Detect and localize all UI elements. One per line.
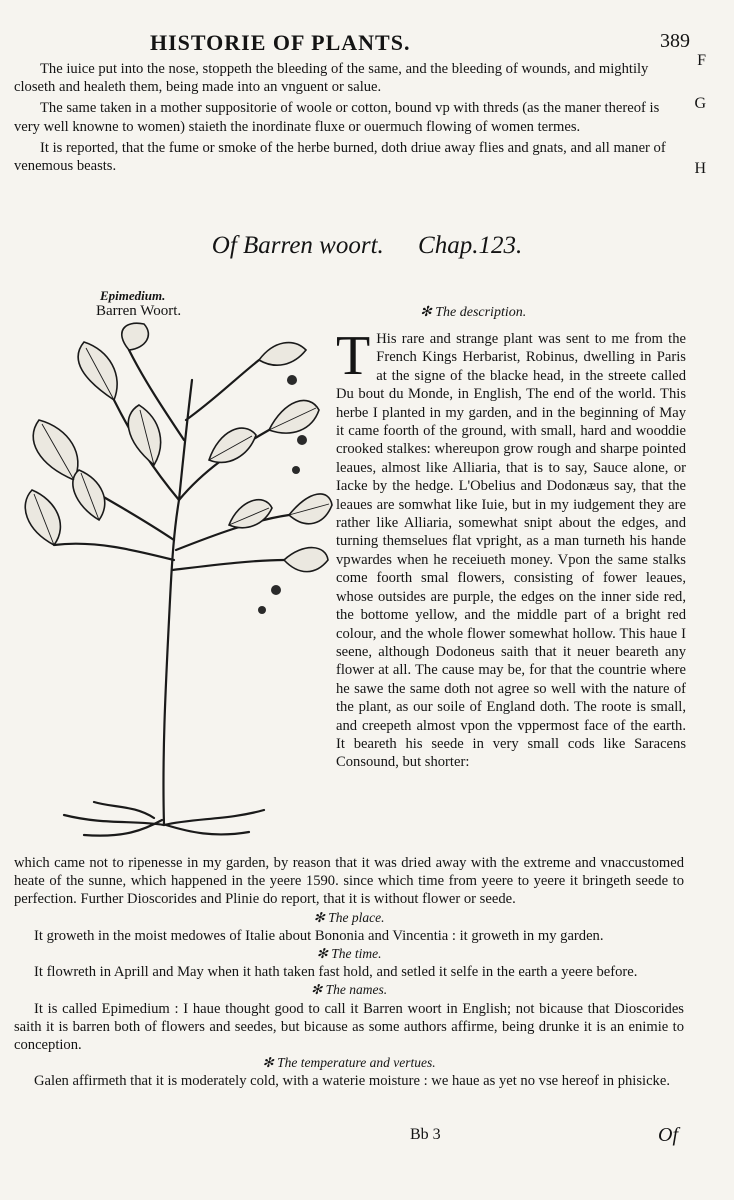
temperature-heading: ✻ The temperature and vertues. [262, 1055, 436, 1071]
place-heading: ✻ The place. [313, 909, 385, 925]
paragraph-suppositorie: The same taken in a mother suppositorie of woole or cotton, bound vp with threds (as the maner thereof is very well knowne to women) staieth the inordinate fluxe or ouermuch flowing of women termes. [14, 100, 660, 135]
page-number: 389 [660, 30, 690, 52]
plant-woodcut-illustration [14, 320, 334, 840]
names-body: It is called Epimedium : I haue thought good to call it Barren woort in English; not bicause that Dioscorides saith it is barren both of flowers and seedes, but bicause as some authors affirme, being drunke it is an enimie to conception. [14, 1000, 684, 1054]
signature-mark: Bb 3 [410, 1126, 441, 1143]
full-width-text [14, 854, 684, 1091]
description-continuation: which came not to ripenesse in my garden, by reason that it was dried away with the extreme and vnaccustomed heate of the sunne, which happened in the yeere 1590. since which time from yeere to yeere it bringeth seede to perfection. Further Dioscorides and Plinie do report, that it is without flower or seede. [14, 855, 684, 908]
running-header [0, 30, 734, 60]
margin-letter-g: G [694, 95, 706, 112]
margin-letter-f: F [697, 52, 706, 69]
paragraph-fume: It is reported, that the fume or smoke of the herbe burned, doth driue away flies and gnats, and all maner of venemous beasts. [14, 139, 666, 175]
names-heading: ✻ The names. [310, 982, 388, 998]
place-body: It groweth in the moist medowes of Italie about Bononia and Vincentia : it groweth in my garden. [34, 927, 604, 944]
chapter-title: Of Barren woort. [211, 232, 384, 259]
description-heading: ✻ The description. [420, 305, 527, 320]
time-body: It flowreth in Aprill and May when it hath taken fast hold, and setled it selfe in the earth a yeere before. [34, 964, 638, 981]
figure-latin-name: Epimedium. [100, 288, 166, 303]
catchword: Of [658, 1124, 678, 1146]
top-paragraphs [14, 60, 688, 178]
description-body: His rare and strange plant was sent to me from the French Kings Herbarist, Robinus, dwelling in Paris at the signe of the blacke head, in the streete called Du bout du Monde, in English, The end of the world. This herbe I planted in my garden, and in the beginning of May it came foorth of the ground, with small, hard and wooddie crooked stalkes: whereupon grow rough and sharpe pointed leaues, almost like Alliaria, that is to say, Sauce alone, or Iacke by the hedge. L'Obelius and Dodonæus say, that the leaues are somwhat like Iuie, but in my iudgement they are rather like Alliaria, somewhat snipt about the edges, and turning themselues flat vpright, as a man turneth his hande vpwardes when he receiueth money. Vpon the same stalks come foorth smal flowers, consisting of fower leaues, whose outsides are purple, the edges on the inner side red, the bottome yellow, and the middle part of a bright red colour, and the whole flower somewhat hollow. This haue I seene, although Dodoneus saith that it neuer beareth any flower at all. The cause may be, for that the countrie where he sawe the same doth not agree so well with the nature of the plant, as our soile of England doth. The roote is small, and creepeth almost vpon the vppermost face of the earth. It beareth his seede in very small cods like Saracens Consound, but shorter: [336, 331, 686, 771]
paragraph-bleeding: The iuice put into the nose, stoppeth the bleeding of the same, and the bleeding of wounds, and mightily closeth and healeth them, being made into an vnguent or salue. [14, 61, 649, 96]
chapter-number: Chap.123. [418, 232, 523, 259]
description-text [336, 325, 686, 772]
temperature-body: Galen affirmeth that it is moderately cold, with a waterie moisture : we haue as yet no vse hereof in phisicke. [34, 1073, 670, 1090]
time-heading: ✻ The time. [316, 946, 382, 962]
running-title: HISTORIE OF PLANTS. [150, 30, 411, 55]
figure-english-name: Barren Woort. [96, 303, 182, 319]
chapter-heading [0, 232, 734, 260]
margin-letter-h: H [694, 160, 706, 177]
drop-cap-letter: T [336, 325, 371, 387]
